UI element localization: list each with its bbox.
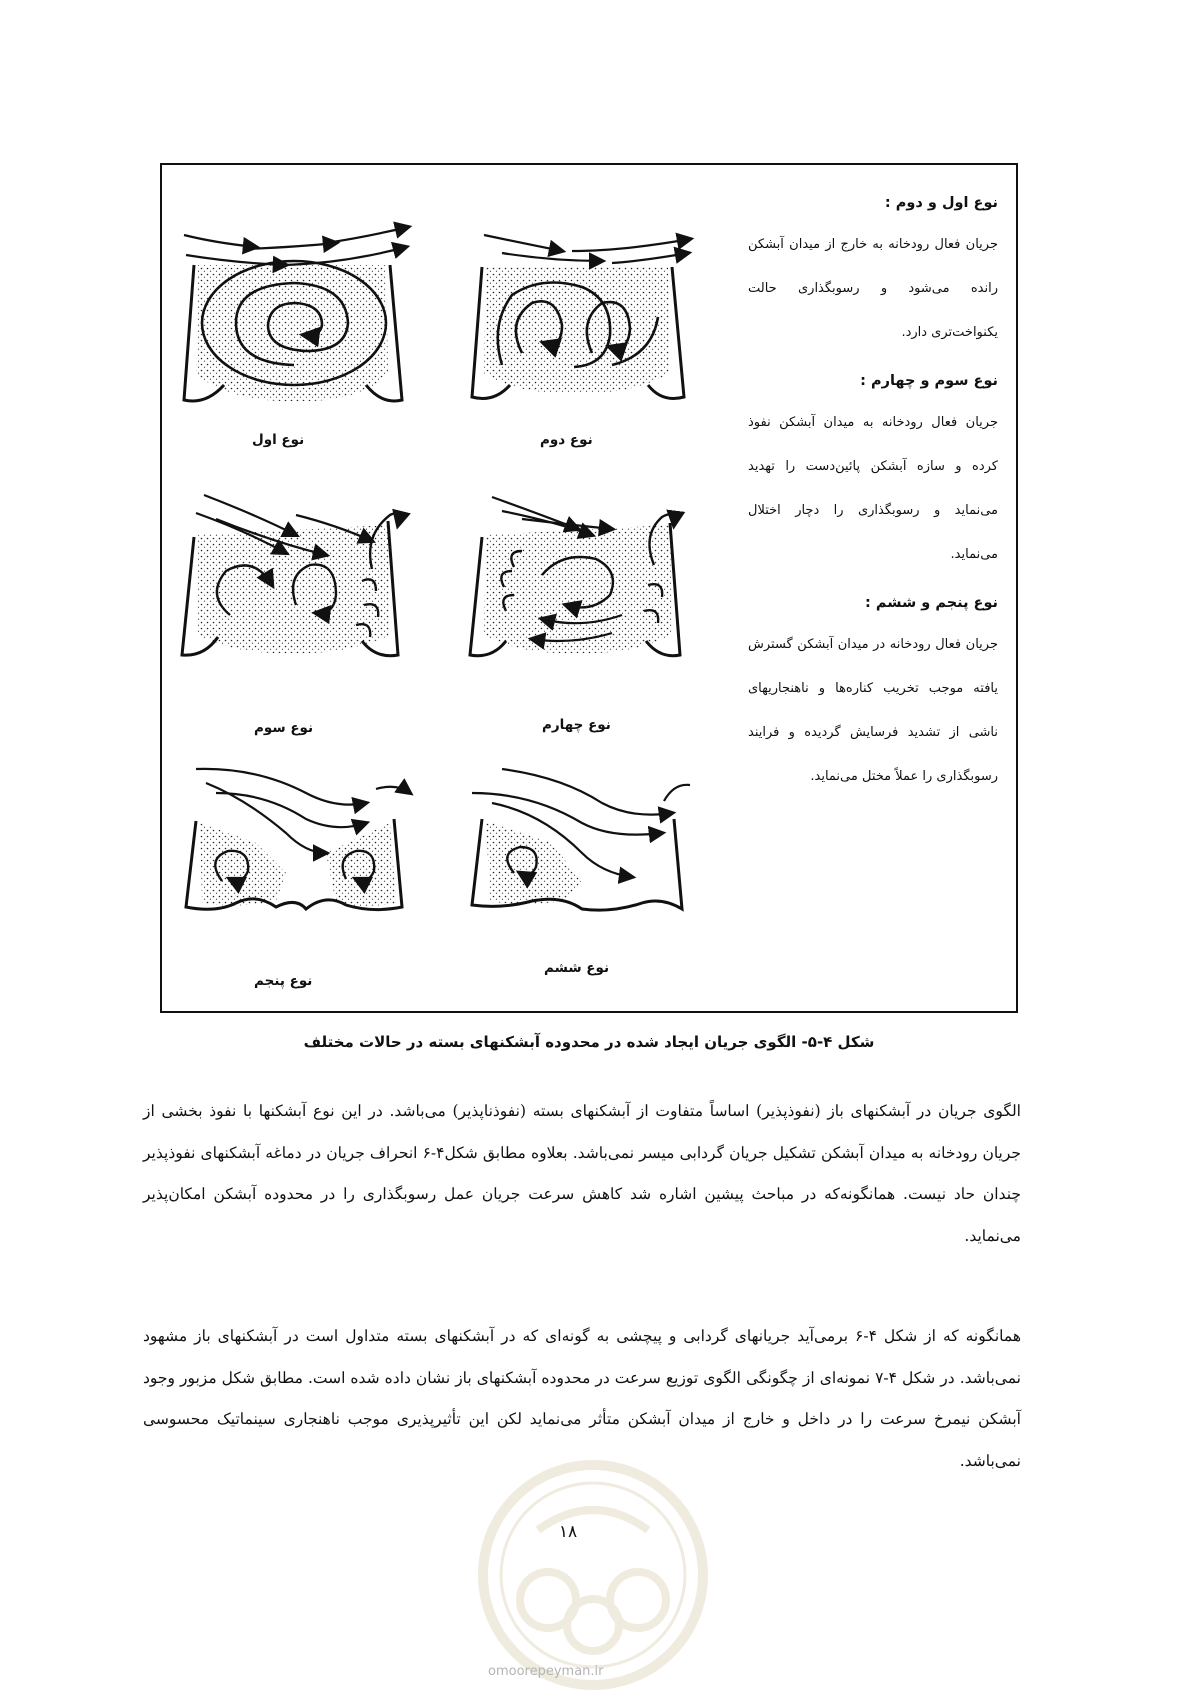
sediment-area-right <box>326 823 396 906</box>
figure-frame <box>160 163 1018 1013</box>
diagram-type-6 <box>462 763 692 923</box>
type-description: جریان فعال رودخانه در میدان آبشکن گسترش یافته موجب تخریب کناره‌ها و ناهنجاریهای ناشی از تشدید فرسایش گردیده و فرایند رسوبگذاری را عملاً مختل می‌نماید. <box>748 637 998 784</box>
sediment-area <box>484 525 672 653</box>
diagram-type-1 <box>176 225 411 415</box>
body-paragraph: الگوی جریان در آبشکنهای باز (نفوذپذیر) اساساً متفاوت از آبشکنهای بسته (نفوذناپذیر) می‌باشد. در این نوع آبشکنها با نفوذ بخشی از جریان رودخانه به میدان آبشکن تشکیل جریان گردابی میسر نمی‌باشد. بعلاوه مطابق شکل۴-۶ انحراف جریان در دماغه آبشکنهای نفوذپذیر چندان حاد نیست. همانگونه‌که در مباحث پیشین اشاره شد کاهش سرعت جریان عمل رسوبگذاری را در محدوده آبشکن امکان‌پذیر می‌نماید. <box>143 1102 1022 1245</box>
type-description: جریان فعال رودخانه به میدان آبشکن نفوذ کرده و سازه آبشکن پائین‌دست را تهدید می‌نماید و رسوبگذاری را دچار اختلال می‌نماید. <box>748 415 998 562</box>
sediment-area <box>196 265 388 401</box>
figure-caption: شکل ۴-۵- الگوی جریان ایجاد شده در محدوده آبشکنهای بسته در حالات مختلف <box>303 1033 875 1051</box>
sediment-area <box>486 821 582 904</box>
diagram-label-type-4: نوع چهارم <box>542 717 611 733</box>
figure-text-column <box>748 183 998 799</box>
type-description: جریان فعال رودخانه به خارج از میدان آبشکن رانده می‌شود و رسوبگذاری حالت یکنواخت‌تری دارد. <box>748 237 998 340</box>
diagram-label-type-2: نوع دوم <box>540 432 593 448</box>
sediment-area-left <box>200 823 286 906</box>
diagram-type-5 <box>176 763 411 923</box>
type-heading: نوع اول و دوم : <box>884 195 998 211</box>
diagram-type-4 <box>462 495 692 670</box>
diagram-type-3 <box>176 495 411 670</box>
diagram-label-type-3: نوع سوم <box>254 720 314 736</box>
type-heading: نوع سوم و چهارم : <box>860 373 998 389</box>
watermark-site: omoorepeyman.ir <box>488 1664 604 1679</box>
type-heading: نوع پنجم و ششم : <box>864 595 998 611</box>
watermark-seal-icon <box>468 1450 718 1700</box>
body-paragraph: همانگونه که از شکل ۴-۶ برمی‌آید جریانهای گردابی و پیچشی به گونه‌ای که در آبشکنهای بسته متداول است در آبشکنهای باز مشهود نمی‌باشد. در شکل ۴-۷ نمونه‌ای از چگونگی الگوی توزیع سرعت در محدوده آبشکنهای باز نشان داده شده است. مطابق شکل مزبور وجود آبشکن نیمرخ سرعت را در داخل و خارج از میدان آبشکن متأثر می‌نماید لکن این تأثیرپذیری موجب ناهنجاری سینماتیک محسوسی نمی‌باشد. <box>143 1327 1021 1470</box>
diagram-label-type-5: نوع پنجم <box>254 973 313 989</box>
page-number: ۱۸ <box>558 1522 578 1542</box>
diagram-type-2 <box>462 225 692 415</box>
diagram-label-type-1: نوع اول <box>252 432 305 448</box>
diagram-label-type-6: نوع ششم <box>544 960 610 976</box>
